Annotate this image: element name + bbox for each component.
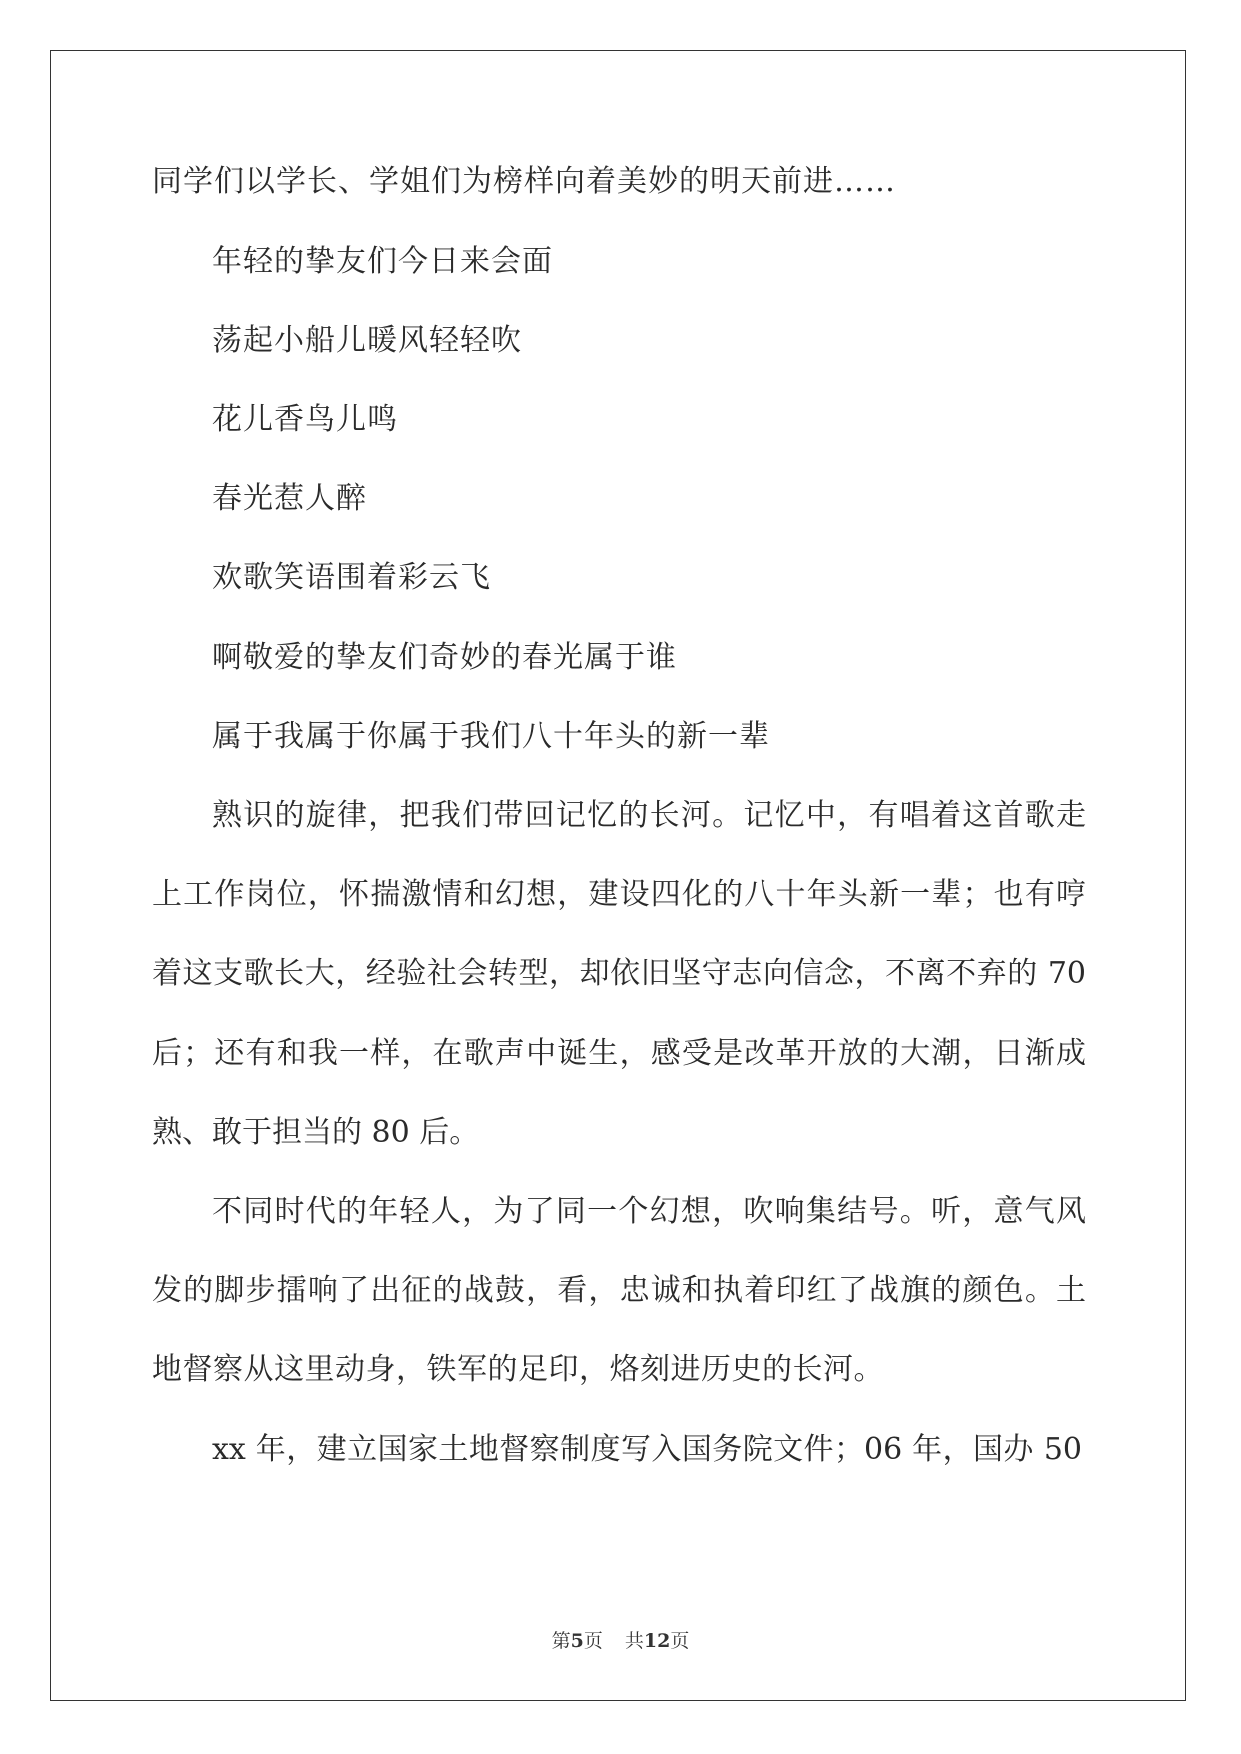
total-unit: 页	[670, 1630, 690, 1652]
poem-line: 年轻的挚友们今日来会面	[212, 244, 553, 279]
page-total: 12	[643, 1630, 671, 1652]
paragraph-line: 地督察从这里动身，铁军的足印，烙刻进历史的长河。	[152, 1352, 884, 1387]
page-current: 5	[570, 1630, 584, 1652]
poem-line: 春光惹人醉	[212, 481, 367, 516]
paragraph-line: 熟、敢于担当的 80 后。	[152, 1115, 480, 1150]
paragraph-line: 后；还有和我一样，在歌声中诞生，感受是改革开放的大潮，日渐成	[152, 1036, 1086, 1071]
total-prefix: 共	[624, 1630, 644, 1652]
page-unit: 页	[583, 1630, 603, 1652]
paragraph-line: 发的脚步擂响了出征的战鼓，看，忠诚和执着印红了战旗的颜色。土	[152, 1273, 1086, 1308]
poem-line: 花儿香鸟儿鸣	[212, 402, 398, 437]
text-line: 同学们以学长、学姐们为榜样向着美妙的明天前进……	[152, 164, 896, 199]
poem-line: 属于我属于你属于我们八十年头的新一辈	[212, 719, 770, 754]
page-footer	[0, 1626, 1241, 1653]
poem-line: 荡起小船儿暖风轻轻吹	[212, 323, 522, 358]
paragraph-line: 不同时代的年轻人，为了同一个幻想，吹响集结号。听，意气风	[212, 1194, 1086, 1229]
paragraph-line: xx 年，建立国家土地督察制度写入国务院文件；06 年，国办 50	[212, 1432, 1082, 1467]
poem-line: 啊敬爱的挚友们奇妙的春光属于谁	[212, 640, 677, 675]
poem-line: 欢歌笑语围着彩云飞	[212, 560, 491, 595]
page-prefix: 第	[551, 1630, 571, 1652]
paragraph-line: 熟识的旋律，把我们带回记忆的长河。记忆中，有唱着这首歌走	[212, 798, 1086, 833]
paragraph-line: 上工作岗位，怀揣激情和幻想，建设四化的八十年头新一辈；也有哼	[152, 877, 1086, 912]
paragraph-line: 着这支歌长大，经验社会转型，却依旧坚守志向信念，不离不弃的 70	[152, 956, 1086, 991]
